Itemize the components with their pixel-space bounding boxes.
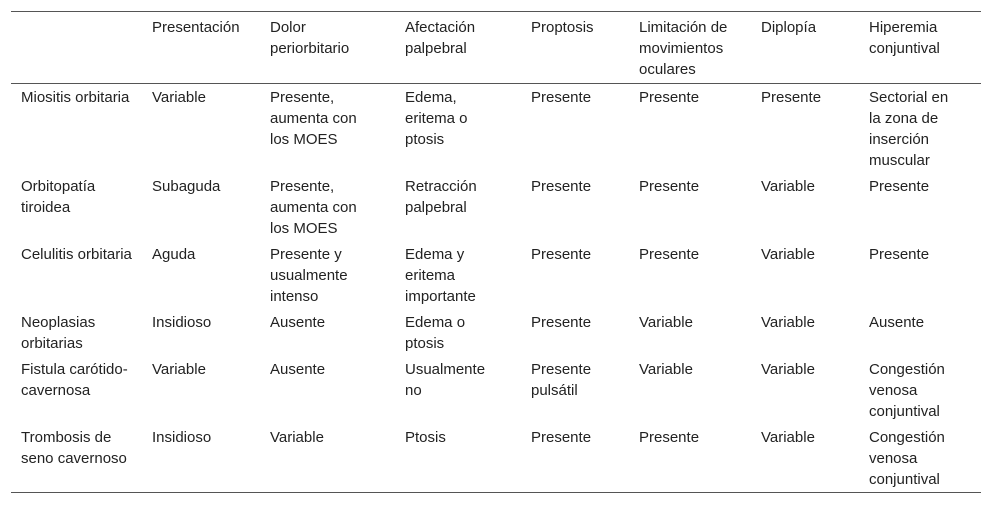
table-row	[11, 424, 981, 493]
table-cell: Congestión venosa conjuntival	[869, 361, 945, 420]
table-cell: Presente	[869, 246, 930, 263]
table-cell: Variable	[761, 246, 815, 263]
table-cell: Presente	[531, 178, 592, 195]
table-body	[11, 84, 981, 493]
table-cell: Variable	[152, 361, 206, 378]
table-cell: Variable	[761, 314, 815, 331]
header-cell-dolor: Dolor periorbitario	[270, 19, 350, 57]
table-cell: Insidioso	[152, 429, 212, 446]
table-cell: Presente	[639, 89, 700, 106]
table-cell: Aguda	[152, 246, 196, 263]
table-cell: Presente	[761, 89, 822, 106]
table-row	[11, 241, 981, 309]
table-cell: Presente	[531, 246, 592, 263]
table-cell: Edema, eritema o ptosis	[405, 89, 468, 148]
table-cell: Presente, aumenta con los MOES	[270, 178, 357, 237]
header-cell-presentacion: Presentación	[152, 19, 240, 36]
table-row	[11, 84, 981, 174]
header-cell-afectacion: Afectación palpebral	[405, 19, 476, 57]
table-cell: Variable	[639, 361, 693, 378]
table-cell: Congestión venosa conjuntival	[869, 429, 945, 488]
table-cell: Presente	[531, 314, 592, 331]
table-cell: Presente	[639, 429, 700, 446]
row-label: Neoplasias orbitarias	[21, 314, 96, 352]
table-cell: Variable	[152, 89, 206, 106]
header-cell-proptosis: Proptosis	[531, 19, 594, 36]
table-row	[11, 309, 981, 356]
table-cell: Usualmente no	[405, 361, 486, 399]
table-cell: Insidioso	[152, 314, 212, 331]
table-cell: Presente	[639, 178, 700, 195]
row-label: Fistula carótido-cavernosa	[21, 361, 128, 399]
table-row	[11, 356, 981, 424]
table-cell: Variable	[761, 178, 815, 195]
header-cell-empty	[11, 12, 142, 84]
table-cell: Variable	[270, 429, 324, 446]
table-cell: Ptosis	[405, 429, 446, 446]
table-cell: Subaguda	[152, 178, 221, 195]
table-cell: Ausente	[869, 314, 925, 331]
table-cell: Presente pulsátil	[531, 361, 592, 399]
table-row	[11, 173, 981, 241]
table-cell: Presente	[639, 246, 700, 263]
row-label: Orbitopatía tiroidea	[21, 178, 96, 216]
comparison-table-container	[11, 11, 981, 493]
header-cell-diplopia: Diplopía	[761, 19, 817, 36]
table-header	[11, 12, 981, 84]
row-label: Miositis orbitaria	[21, 89, 130, 106]
table-cell: Ausente	[270, 361, 326, 378]
table-cell: Presente y usualmente intenso	[270, 246, 348, 305]
table-cell: Presente	[531, 89, 592, 106]
comparison-table	[11, 11, 981, 493]
header-cell-limitacion: Limitación de movimientos oculares	[639, 19, 728, 78]
row-label: Celulitis orbitaria	[21, 246, 132, 263]
table-cell: Presente, aumenta con los MOES	[270, 89, 357, 148]
table-cell: Variable	[761, 361, 815, 378]
header-cell-hiperemia: Hiperemia conjuntival	[869, 19, 940, 57]
header-row	[11, 12, 981, 84]
table-cell: Sectorial en la zona de inserción muscular	[869, 89, 949, 169]
table-cell: Presente	[869, 178, 930, 195]
table-cell: Variable	[761, 429, 815, 446]
table-cell: Edema o ptosis	[405, 314, 466, 352]
table-cell: Edema y eritema importante	[405, 246, 476, 305]
row-label: Trombosis de seno cavernoso	[21, 429, 127, 467]
table-cell: Retracción palpebral	[405, 178, 477, 216]
table-cell: Ausente	[270, 314, 326, 331]
table-cell: Presente	[531, 429, 592, 446]
table-cell: Variable	[639, 314, 693, 331]
